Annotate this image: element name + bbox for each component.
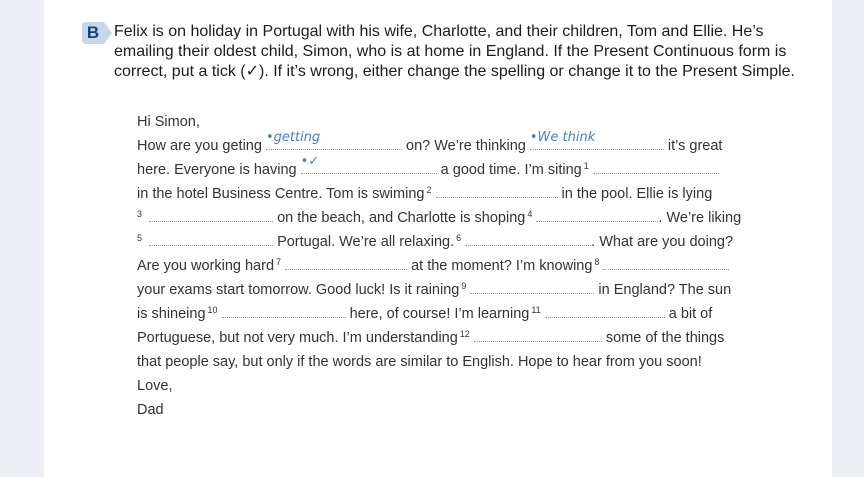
answer-blank-3[interactable]: [149, 207, 273, 222]
greeting: Hi Simon,: [137, 114, 200, 130]
answer-blank-9[interactable]: [470, 279, 594, 294]
handwritten-answer: •We think: [529, 130, 596, 145]
answer-blank-2[interactable]: [436, 183, 558, 198]
answer-blank-a[interactable]: [265, 130, 402, 150]
answer-blank-7[interactable]: [285, 255, 407, 270]
letter-line-4: 3 on the beach, and Charlotte is shoping $^4$ . We’re liking: [137, 209, 742, 226]
answer-blank-b[interactable]: [529, 130, 664, 150]
letter-line-8: is shineing $^{10}$ here, of course! I’m learning $^{11}$ a bit of: [137, 305, 713, 322]
letter-line-2: here. Everyone is having •✓ a good time. I’m siting $^1$: [137, 158, 757, 182]
letter-line-9: Portuguese, but not very much. I’m understanding $^{12}$ some of the things: [137, 329, 725, 346]
letter-line-6: Are you working hard $^7$ at the moment? I’m knowing $^8$: [137, 254, 757, 278]
answer-blank-10[interactable]: [222, 303, 346, 318]
handwritten-answer: •✓: [300, 154, 320, 169]
answer-blank-c[interactable]: [300, 154, 437, 174]
closing: Love,: [137, 378, 173, 394]
answer-blank-4[interactable]: [536, 207, 658, 222]
email-letter: [137, 110, 757, 422]
answer-blank-12[interactable]: [474, 327, 602, 342]
answer-blank-1[interactable]: [593, 159, 719, 174]
letter-line-7: your exams start tomorrow. Good luck! Is it raining $^9$ in England? The sun: [137, 281, 732, 298]
signature: Dad: [137, 402, 164, 418]
answer-blank-8[interactable]: [603, 255, 729, 270]
exercise-instruction: Felix is on holiday in Portugal with his wife, Charlotte, and their children, Tom and Ellie. He’s emailing their oldest child, Simon, who is at home in England. If the Present Continuous form is correct, put a tick (✓). If it’s wrong, either change the spelling or change it to the Present Simple.: [114, 23, 795, 80]
answer-blank-6[interactable]: [465, 231, 591, 246]
answer-blank-5[interactable]: [149, 231, 273, 246]
letter-line-10: that people say, but only if the words are similar to English. Hope to hear from you soon!: [137, 354, 702, 370]
handwritten-answer: •getting: [265, 130, 321, 145]
letter-line-3: in the hotel Business Centre. Tom is swiming $^2$ in the pool. Ellie is lying: [137, 185, 713, 202]
exercise-badge: B: [82, 22, 104, 44]
letter-line-5: 5 Portugal. We’re all relaxing. $^6$ . What are you doing?: [137, 233, 734, 250]
letter-line-1: How are you geting •getting on? We’re thinking •We think it’s great: [137, 134, 757, 158]
answer-blank-11[interactable]: [545, 303, 665, 318]
